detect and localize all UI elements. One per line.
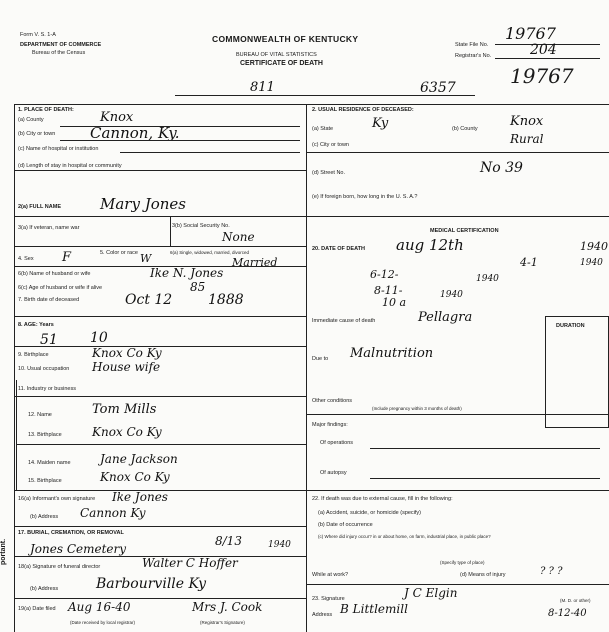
duration-label: DURATION — [556, 323, 585, 329]
birth-year: 1888 — [208, 292, 244, 308]
form-number: Form V. S. 1-A — [20, 32, 56, 38]
medical-cert-label: MEDICAL CERTIFICATION — [430, 228, 499, 234]
date-filed-label: 19(a) Date filed — [18, 606, 56, 612]
birthplace-value: Knox Co Ky — [92, 346, 162, 360]
commonwealth-title: COMMONWEALTH OF KENTUCKY — [212, 34, 359, 44]
operations-label: Of operations — [320, 440, 354, 446]
signature-label: 23. Signature — [312, 596, 345, 602]
registrar-no: 204 — [530, 42, 557, 58]
street-value: No 39 — [480, 160, 523, 176]
due-to-value: Malnutrition — [350, 346, 434, 361]
mother-maiden-label: 14. Maiden name — [28, 460, 71, 466]
social-security-value: None — [222, 230, 255, 244]
father-name-value: Tom Mills — [92, 402, 157, 417]
state-value: Ky — [372, 116, 389, 131]
last-seen: 6-12- — [370, 268, 399, 281]
death-time: 8-11- — [374, 284, 403, 297]
informant-value: Ike Jones — [112, 490, 168, 504]
county-value: Knox — [100, 110, 134, 125]
funeral-director-label: 18(a) Signature of funeral director — [18, 564, 101, 570]
age-months: 10 — [90, 330, 108, 346]
last-seen-year: 1940 — [476, 274, 499, 284]
mother-maiden-value: Jane Jackson — [100, 452, 178, 466]
funeral-address-label: (b) Address — [30, 586, 59, 592]
file-no: 19767 — [505, 24, 556, 43]
full-name-value: Mary Jones — [100, 195, 186, 213]
mother-birthplace-label: 15. Birthplace — [28, 478, 62, 484]
burial-year: 1940 — [268, 540, 291, 550]
date-filed-value: Aug 16-40 — [68, 600, 131, 614]
informant-address-label: (b) Address — [30, 514, 59, 520]
certificate-title: CERTIFICATE OF DEATH — [240, 60, 323, 67]
district-no: 811 — [250, 80, 275, 95]
burial-place: Jones Cemetery — [30, 542, 127, 556]
cause-value: Pellagra — [418, 310, 473, 325]
due-to-label: Due to — [312, 356, 329, 362]
funeral-address-value: Barbourville Ky — [96, 576, 206, 592]
social-security-label: 3(b) Social Security No. — [172, 223, 230, 229]
marital-value: Married — [232, 256, 278, 269]
duration-box — [545, 316, 609, 428]
birthplace-label: 9. Birthplace — [18, 352, 49, 358]
color-value: W — [140, 252, 152, 265]
residence-city-value: Rural — [510, 132, 544, 146]
cause-label: Immediate cause of death — [312, 318, 376, 324]
husband-age-label: 6(c) Age of husband or wife if alive — [18, 285, 103, 291]
color-label: 5. Color or race — [100, 250, 138, 256]
age-label: 8. AGE: Years — [18, 322, 54, 328]
funeral-director-value: Walter C Hoffer — [142, 556, 238, 570]
primary-no: 6357 — [420, 80, 456, 96]
date-filed-sublabel: (Date received by local registrar) — [70, 620, 136, 625]
where-label: (c) Where did injury occur? in or about home, on farm, industrial place, in public place? — [318, 534, 491, 539]
father-birthplace-value: Knox Co Ky — [92, 425, 162, 439]
sign-date: 8-12-40 — [548, 608, 587, 619]
death-time-year: 1940 — [440, 290, 463, 300]
residence-county-value: Knox — [510, 114, 544, 129]
informant-label: 16(a) Informant's own signature — [18, 496, 96, 502]
burial-label: 17. BURIAL, CREMATION, OR REMOVAL — [18, 530, 124, 536]
bureau-label: Bureau of the Census — [32, 50, 86, 56]
date-of-death-year: 1940 — [580, 240, 608, 253]
informant-address-value: Cannon Ky — [80, 506, 146, 520]
mother-birthplace-value: Knox Co Ky — [100, 470, 170, 484]
burial-date: 8/13 — [215, 534, 242, 548]
residence-county-label: (b) County — [452, 126, 478, 132]
registrar-signature: Mrs J. Cook — [192, 600, 263, 614]
specify-place-label: (Specify type of place) — [440, 560, 485, 565]
physician-address-value: B Littlemill — [340, 602, 408, 616]
father-birthplace-label: 13. Birthplace — [28, 432, 62, 438]
registrar-sublabel: (Registrar's Signature) — [200, 620, 245, 625]
date-of-death-label: 20. DATE OF DEATH — [312, 246, 365, 252]
autopsy-label: Of autopsy — [320, 470, 347, 476]
age-years: 51 — [40, 332, 58, 348]
residence-city-label: (c) City or town — [312, 142, 349, 148]
birth-month-day: Oct 12 — [125, 292, 173, 308]
industry-label: 11. Industry or business — [18, 386, 76, 392]
birth-label: 7. Birth date of deceased — [18, 297, 80, 303]
city-label: (b) City or town — [18, 131, 56, 137]
death-hour: 10 a — [382, 296, 407, 309]
sex-value: F — [62, 250, 72, 265]
means-label: (d) Means of injury — [460, 572, 506, 578]
state-bureau-label: BUREAU OF VITAL STATISTICS — [236, 52, 317, 58]
physician-address-label: Address — [312, 612, 333, 618]
pregnancy-note: (Include pregnancy within 3 months of death) — [372, 406, 462, 411]
husband-value: Ike N. Jones — [150, 266, 224, 280]
occurrence-label: (b) Date of occurrence — [318, 522, 373, 528]
md-label: (M. D. or other) — [560, 598, 591, 603]
place-of-death-label: 1. PLACE OF DEATH: — [18, 107, 74, 113]
attended-from: 4-1 — [520, 256, 538, 269]
father-name-label: 12. Name — [28, 412, 52, 418]
length-label: (d) Length of stay in hospital or community — [18, 163, 122, 169]
attended-year: 1940 — [580, 258, 603, 268]
file-no-label: State File No. — [455, 42, 489, 48]
registrar-no-label: Registrar's No. — [455, 53, 492, 59]
stamp-number: 19767 — [510, 64, 574, 88]
at-work-label: While at work? — [312, 572, 349, 578]
full-name-label: 2(a) FULL NAME — [18, 204, 61, 210]
occupation-value: House wife — [92, 360, 161, 374]
other-conditions-label: Other conditions — [312, 398, 353, 404]
external-cause-label: 22. If death was due to external cause, fill in the following: — [312, 496, 453, 502]
city-value: Cannon, Ky. — [90, 124, 180, 142]
marital-label: 6(a) Single, widowed, married, divorced — [170, 250, 250, 255]
occupation-label: 10. Usual occupation — [18, 366, 70, 372]
date-of-death-value: aug 12th — [396, 236, 464, 254]
sex-label: 4. Sex — [18, 256, 34, 262]
veteran-label: 3(a) If veteran, name war — [18, 225, 80, 231]
foreign-label: (e) If foreign born, how long in the U. S. A.? — [312, 194, 418, 200]
husband-label: 6(b) Name of husband or wife — [18, 271, 91, 277]
residence-label: 2. USUAL RESIDENCE OF DECEASED: — [312, 107, 414, 113]
department-label: DEPARTMENT OF COMMERCE — [20, 42, 102, 48]
state-label: (a) State — [312, 126, 334, 132]
margin-text: portant. — [0, 538, 7, 565]
county-label: (a) County — [18, 117, 44, 123]
husband-age-value: 85 — [190, 280, 206, 294]
physician-signature: J C Elgin — [404, 586, 458, 600]
hospital-label: (c) Name of hospital or institution — [18, 146, 99, 152]
street-label: (d) Street No. — [312, 170, 346, 176]
accident-label: (a) Accident, suicide, or homicide (specify) — [318, 510, 422, 516]
means-value: ? ? ? — [540, 566, 563, 577]
findings-label: Major findings: — [312, 422, 348, 428]
